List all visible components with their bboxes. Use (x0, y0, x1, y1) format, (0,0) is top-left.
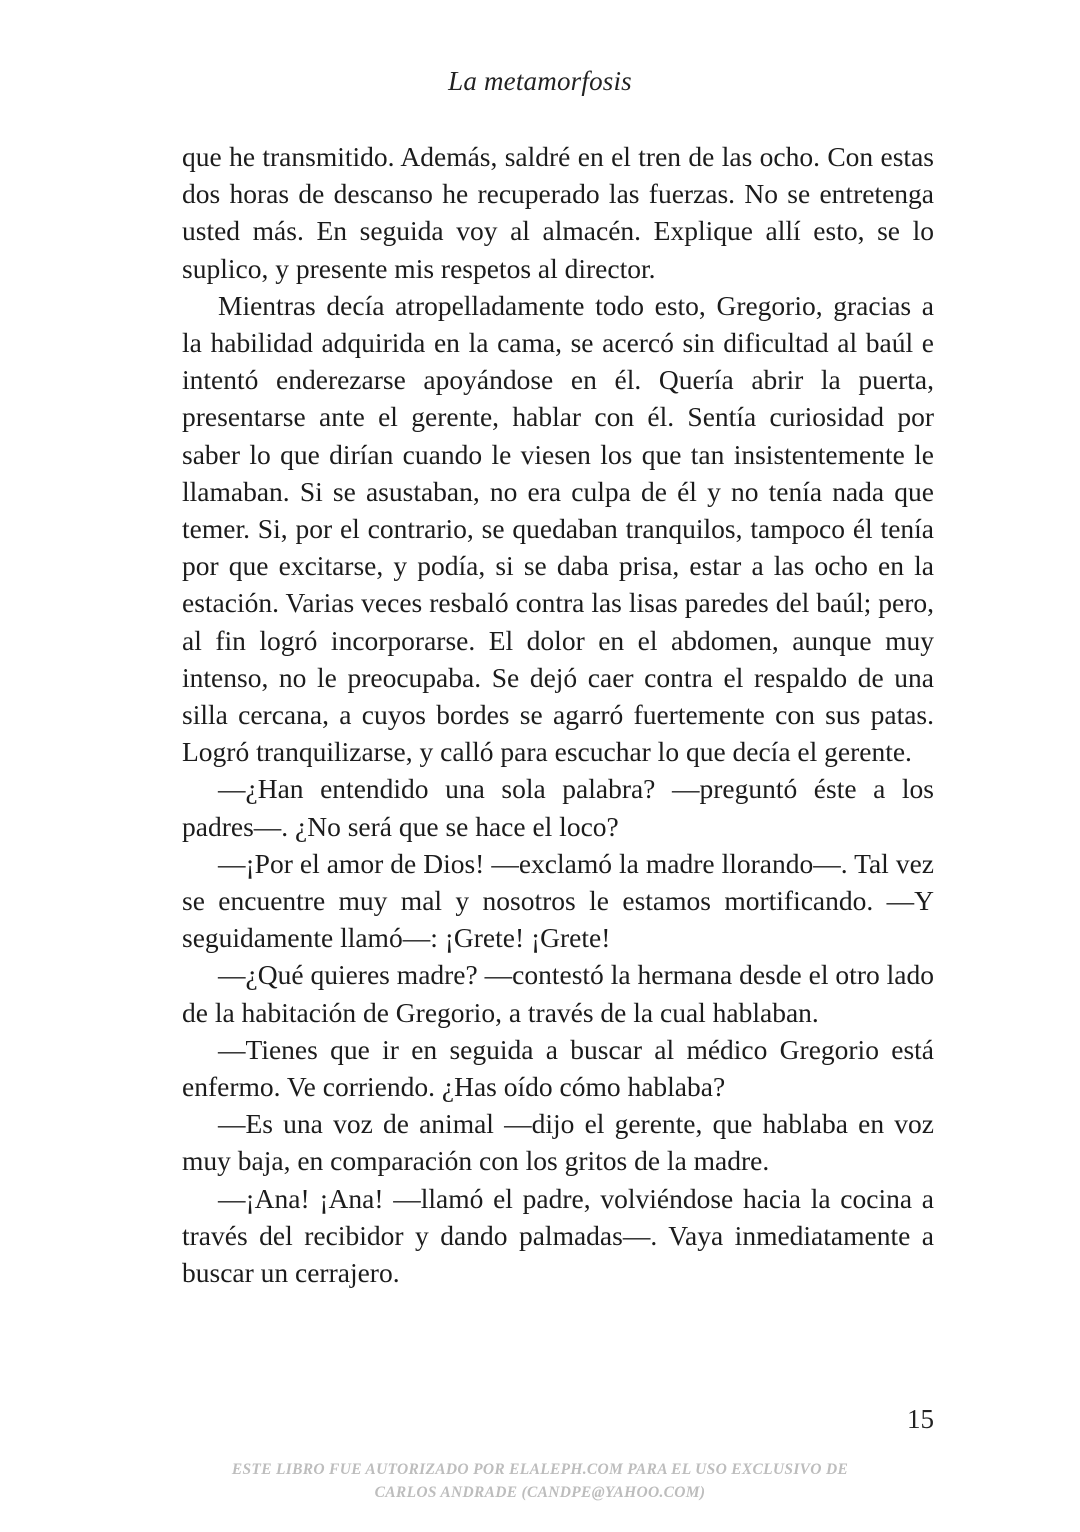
dialogue-paragraph: —¿Han entendido una sola palabra? —preguntó éste a los padres—. ¿No será que se hace el loco? (182, 773, 934, 842)
paragraph: Mientras decía atropelladamente todo esto, Gregorio, gracias a la habilidad adquirida en la cama, se acercó sin dificultad al baúl e intentó enderezarse apoyándose en él. Quería abrir la puerta, presentarse ante el gerente, hablar con él. Sentía curiosidad por saber lo que dirían cuando le viesen los que tan insistentemente le llamaban. Si se asustaban, no era culpa de él y no tenía nada que temer. Si, por el contrario, se quedaban tranquilos, tampoco él tenía por que excitarse, y podía, si se daba prisa, estar a las ocho en la estación. Varias veces resbaló contra las lisas paredes del baúl; pero, al fin logró incorporarse. El dolor en el abdomen, aunque muy intenso, no le preocupaba. Se dejó caer contra el respaldo de una silla cercana, a cuyos bordes se agarró fuertemente con sus patas. Logró tranquilizarse, y calló para escuchar lo que decía el gerente. (182, 289, 934, 768)
body-text (182, 138, 934, 1291)
page-number: 15 (907, 1404, 934, 1434)
watermark-line-1: ESTE LIBRO FUE AUTORIZADO POR ELALEPH.COM PARA EL USO EXCLUSIVO DE (231, 1461, 849, 1478)
dialogue-paragraph: —¡Ana! ¡Ana! —llamó el padre, volviéndose hacia la cocina a través del recibidor y dando palmadas—. Vaya inmediatamente a buscar un cerrajero. (182, 1182, 934, 1289)
dialogue-paragraph: —Tienes que ir en seguida a buscar al médico Gregorio está enfermo. Ve corriendo. ¿Has oído cómo hablaba? (182, 1033, 934, 1103)
dialogue-paragraph: —¿Qué quieres madre? —contestó la hermana desde el otro lado de la habitación de Gregorio, a través de la cual hablaban. (182, 959, 934, 1028)
dialogue-paragraph: —¡Por el amor de Dios! —exclamó la madre llorando—. Tal vez se encuentre muy mal y nosotros le estamos mortificando. —Y seguidamente llamó—: ¡Grete! ¡Grete! (182, 847, 934, 954)
license-watermark (0, 1458, 1080, 1504)
paragraph: que he transmitido. Además, saldré en el tren de las ocho. Con estas dos horas de descanso he recuperado las fuerzas. No se entretenga usted más. En seguida voy al almacén. Explique allí esto, se lo suplico, y presente mis respetos al director. (182, 141, 934, 284)
dialogue-paragraph: —Es una voz de animal —dijo el gerente, que hablaba en voz muy baja, en comparación con los gritos de la madre. (182, 1108, 934, 1177)
watermark-line-2: CARLOS ANDRADE (CANDPE@YAHOO.COM) (374, 1484, 706, 1501)
running-title: La metamorfosis (448, 66, 632, 96)
